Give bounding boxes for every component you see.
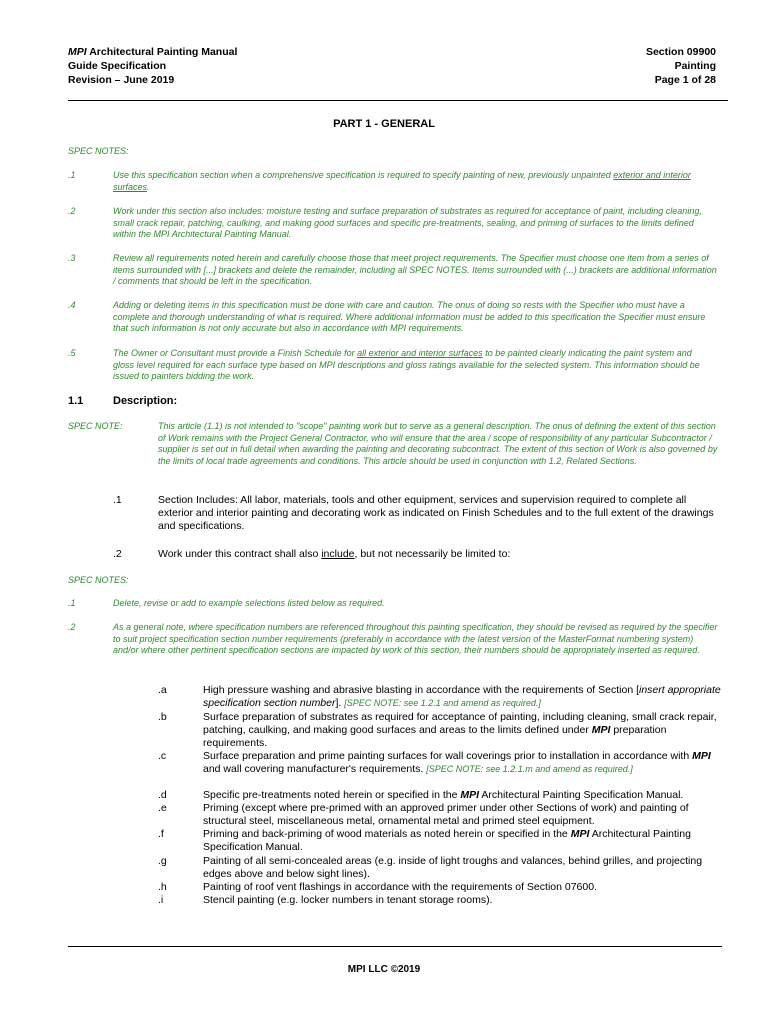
spec-notes-label: SPEC NOTES: xyxy=(68,146,129,156)
spec-note-number: .4 xyxy=(68,300,76,310)
sub-item-number: .g xyxy=(158,855,167,867)
spec-note-number: .1 xyxy=(68,170,76,180)
sub-item-text: Painting of all semi-concealed areas (e.g. inside of light troughs and valances, behind grilles, and projecting edges above and below sight lines). xyxy=(203,855,703,880)
spec-note-text: Use this specification section when a comprehensive specification is required to specify painting of new, previously unpainted exterior and interior surfaces. xyxy=(113,170,691,192)
section-number: 1.1 xyxy=(68,395,84,407)
sub-item-number: .i xyxy=(158,894,164,906)
header-page-number: Page 1 of 28 xyxy=(654,74,716,86)
sub-item-number: .d xyxy=(158,789,167,801)
spec-note-label: SPEC NOTE: xyxy=(68,421,123,431)
sub-item-number: .b xyxy=(158,711,167,723)
sub-item-text: Specific pre-treatments noted herein or specified in the MPI Architectural Painting Specification Manual. xyxy=(203,789,684,801)
header-manual-title: MPI Architectural Painting Manual xyxy=(68,46,238,58)
header-divider xyxy=(68,100,728,101)
sub-item-text: Surface preparation of substrates as required for acceptance of painting, including cleaning, small crack repair, patching, caulking, and making good surfaces and areas to the limits defined under MPI preparation requirements. xyxy=(203,711,717,749)
sub-item-number: .f xyxy=(158,828,164,840)
spec-note-number: .1 xyxy=(68,598,76,608)
section-title: Description: xyxy=(113,395,178,407)
body-item-number: .1 xyxy=(113,494,122,506)
sub-item-text: Surface preparation and prime painting surfaces for wall coverings prior to installation in accordance with MPI and wall covering manufacturer's requirements. [SPEC NOTE: see 1.2.1.m and amend as required.] xyxy=(203,750,711,775)
sub-item-number: .c xyxy=(158,750,167,762)
header-painting: Painting xyxy=(674,60,716,72)
part-title: PART 1 - GENERAL xyxy=(333,118,435,130)
spec-note-text: This article (1.1) is not intended to "scope" painting work but to serve as a general description. The onus of defining the extent of this section of Work remains with the Project General Contractor, who will ensure that the area / scope of responsibility of any particular Subcontractor / supplier is set out in full detail when awarding the painting and decorating subcontract. The extent of this section of Work is also governed by the limits of local trade agreements and conditions. This article should be used in conjunction with 1.2, Related Sections. xyxy=(158,421,718,466)
sub-item-text: Painting of roof vent flashings in accordance with the requirements of Section 07600. xyxy=(203,881,597,893)
sub-item-text: Stencil painting (e.g. locker numbers in tenant storage rooms). xyxy=(203,894,493,906)
spec-note-number: .3 xyxy=(68,253,76,263)
header-guide-spec: Guide Specification xyxy=(68,60,167,72)
sub-item-number: .a xyxy=(158,684,167,696)
spec-note-number: .5 xyxy=(68,348,76,358)
footer-copyright: MPI LLC ©2019 xyxy=(347,964,421,975)
spec-note-text: The Owner or Consultant must provide a Finish Schedule for all exterior and interior surfaces to be painted clearly indicating the paint system and gloss level required for each surface type based on MPI descriptions and gloss ratings available for the selected system. This information should be issued to painters bidding the work. xyxy=(113,348,700,381)
header-revision: Revision – June 2019 xyxy=(68,74,175,86)
sub-item-number: .h xyxy=(158,881,167,893)
header-section: Section 09900 xyxy=(645,46,716,58)
spec-note-number: .2 xyxy=(68,206,76,216)
sub-item-text: Priming and back-priming of wood materials as noted herein or specified in the MPI Architectural Painting Specification Manual. xyxy=(203,828,691,853)
spec-notes-label: SPEC NOTES: xyxy=(68,575,129,585)
body-item-number: .2 xyxy=(113,548,122,560)
spec-note-text: Work under this section also includes: moisture testing and surface preparation of substrates as required for acceptance of paint, including cleaning, small crack repair, patching, caulking, and making good surfaces and specific pre-treatments, sealing, and priming of surfaces to the limits defined within the MPI Architectural Painting Manual. xyxy=(113,206,702,239)
body-item-text: Section Includes: All labor, materials, tools and other equipment, services and supervision required to complete all exterior and interior painting and decorating work as indicated on Finish Schedules and to the full extent of the drawings and specifications. xyxy=(158,494,714,532)
spec-note-text: Delete, revise or add to example selections listed below as required. xyxy=(113,598,385,608)
header-right xyxy=(646,45,716,87)
footer-divider xyxy=(68,946,722,947)
header-left xyxy=(68,45,237,87)
sub-item-text: Priming (except where pre-primed with an approved primer under other Sections of work) and painting of structural steel, miscellaneous metal, ornamental metal and primed steel equipment. xyxy=(203,802,689,827)
spec-note-text: As a general note, where specification numbers are referenced throughout this painting specification, they should be revised as required by the specifier to suit project specification section number requirements (preferably in accordance with the latest version of the MasterFormat numbering system) and/or where other pertinent specification sections are impacted by work of this section, their numbers should be appropriately inserted as required. xyxy=(113,622,718,655)
spec-note-text: Review all requirements noted herein and carefully choose those that meet project requirements. The Specifier must choose one item from a series of items surrounded with [...] brackets and delete the remainder, including all SPEC NOTES. Items surrounded with (...) brackets are additional information / comments that should be left in the specification. xyxy=(113,253,717,286)
sub-item-text: High pressure washing and abrasive blasting in accordance with the requirements of Section [insert appropriate specification section number]. [SPEC NOTE: see 1.2.1 and amend as required.] xyxy=(203,684,721,709)
sub-item-number: .e xyxy=(158,802,167,814)
spec-note-text: Adding or deleting items in this specification must be done with care and caution. The onus of doing so rests with the Specifier who must have a complete and thorough understanding of what is required. Where additional information must be added to this specification the Specifier must ensure that such information is not only accurate but also in accordance with MPI requirements. xyxy=(113,300,706,333)
spec-note-number: .2 xyxy=(68,622,76,632)
body-item-text: Work under this contract shall also include, but not necessarily be limited to: xyxy=(158,548,511,560)
